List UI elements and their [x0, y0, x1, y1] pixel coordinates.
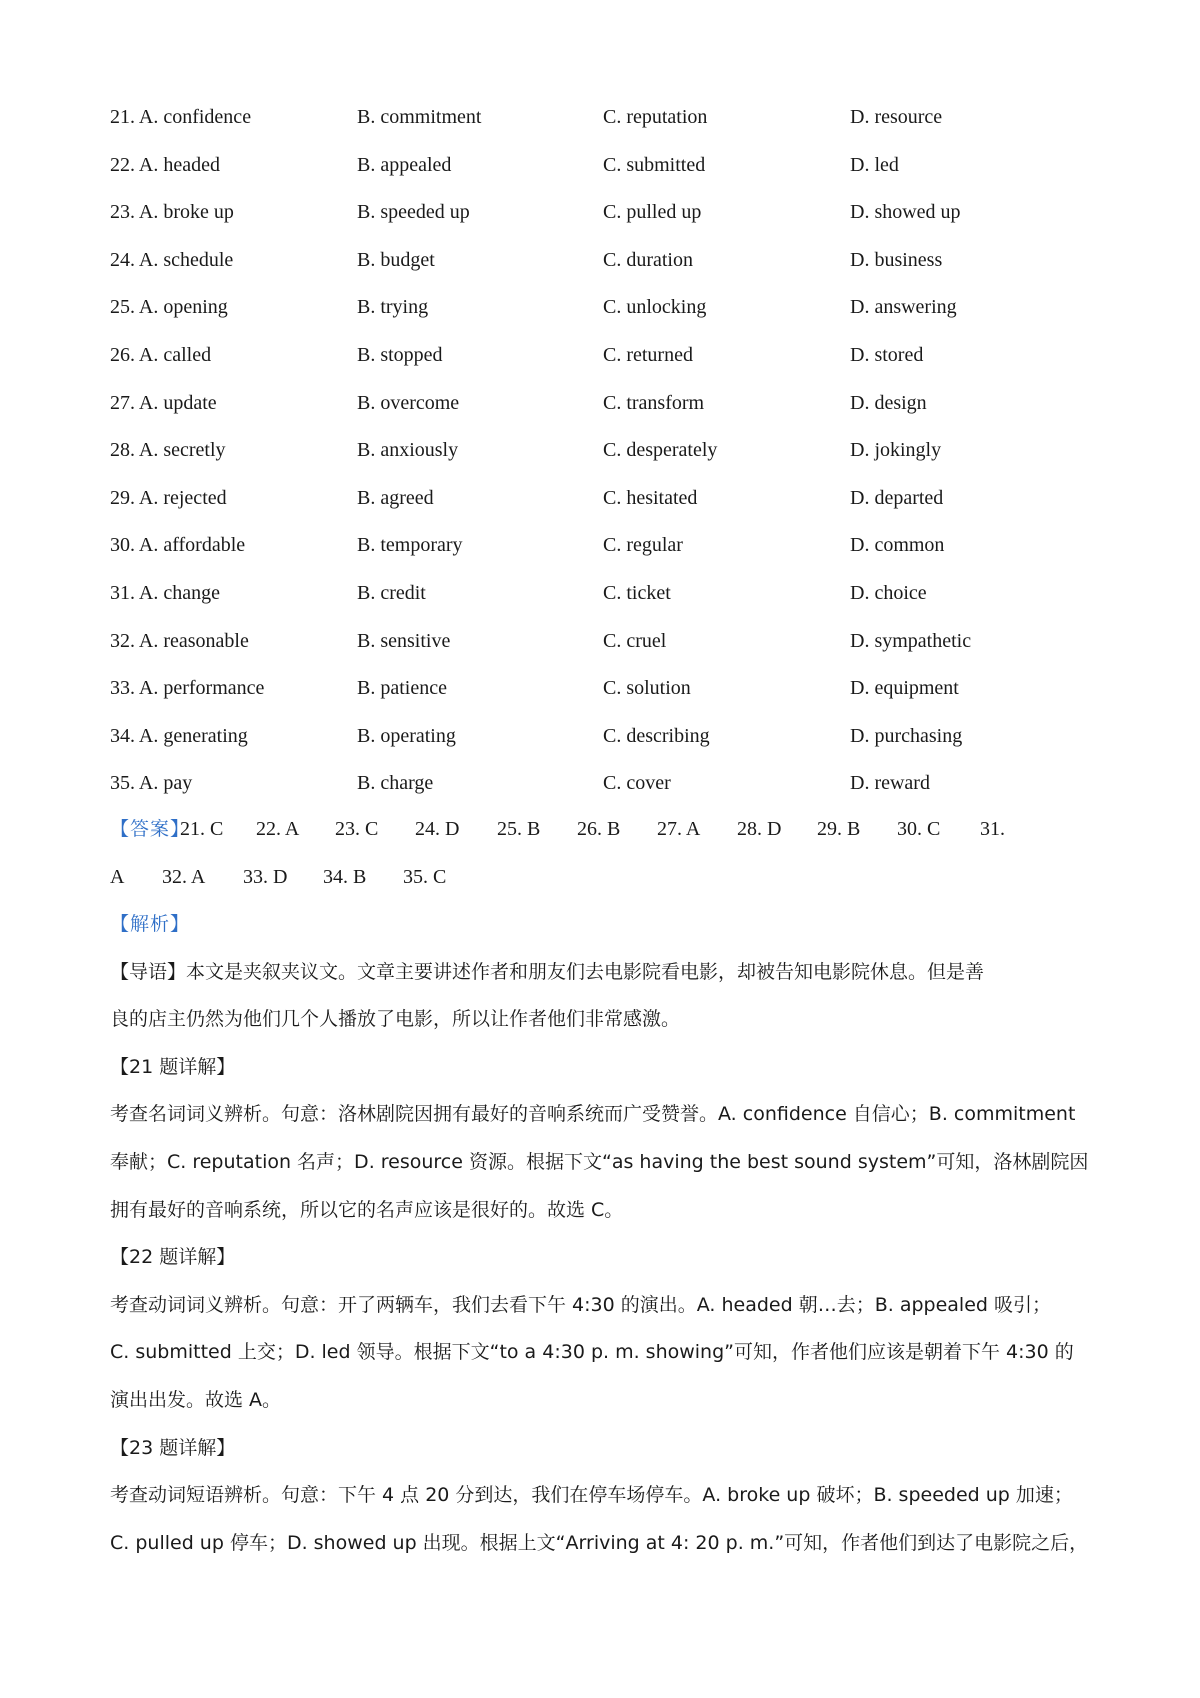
q23-line-2: C. pulled up 停车；D. showed up 出现。根据上文“Arriving at 4: 20 p. m.”可知，作者他们到达了电影院之后， [110, 1531, 1089, 1554]
answer-item: 32. A [162, 865, 206, 888]
option-a: 30. A. affordable [110, 534, 246, 557]
option-row [110, 189, 1110, 237]
answer-section [110, 806, 1100, 901]
option-b: B. charge [357, 772, 434, 795]
answer-item: 22. A [256, 818, 300, 840]
option-d: D. resource [850, 106, 943, 128]
option-row [110, 475, 1110, 523]
option-b: B. patience [357, 677, 447, 700]
answer-item: 27. A [657, 818, 701, 840]
option-b: B. speeded up [357, 201, 470, 224]
option-b: B. trying [357, 296, 429, 319]
option-b: B. operating [357, 724, 456, 747]
answer-item: A [110, 865, 125, 888]
option-row [110, 94, 1110, 142]
q21-line-1: 考查名词词义辨析。句意：洛林剧院因拥有最好的音响系统而广受赞誉。A. confidence 自信心；B. commitment [110, 1103, 1076, 1126]
answer-item: 31. [980, 818, 1005, 840]
option-d: D. departed [850, 486, 944, 509]
q21-heading: 【21 题详解】 [110, 1055, 236, 1078]
option-a: 35. A. pay [110, 772, 193, 795]
option-c: C. describing [603, 724, 710, 747]
option-d: D. jokingly [850, 439, 942, 462]
option-d: D. reward [850, 772, 930, 795]
answer-item: 21. C [180, 818, 224, 840]
q22-line-3: 演出出发。故选 A。 [110, 1388, 282, 1411]
option-a: 25. A. opening [110, 296, 228, 319]
answer-tag: 【答案】 [110, 818, 191, 840]
option-a: 24. A. schedule [110, 248, 234, 271]
option-c: C. cruel [603, 629, 667, 652]
option-d: D. showed up [850, 201, 961, 224]
option-a: 22. A. headed [110, 153, 220, 176]
option-row [110, 284, 1110, 332]
option-c: C. reputation [603, 106, 708, 128]
option-a: 34. A. generating [110, 724, 248, 747]
option-a: 31. A. change [110, 581, 220, 604]
answer-item: 30. C [897, 818, 941, 840]
option-d: D. sympathetic [850, 629, 972, 652]
answer-item: 24. D [415, 818, 460, 840]
option-d: D. equipment [850, 677, 959, 700]
option-c: C. hesitated [603, 486, 698, 509]
option-a: 21. A. confidence [110, 106, 252, 128]
option-a: 29. A. rejected [110, 486, 227, 509]
option-d: D. answering [850, 296, 957, 319]
option-c: C. regular [603, 534, 683, 557]
q22-line-2: C. submitted 上交；D. led 领导。根据下文“to a 4:30 p. m. showing”可知，作者他们应该是朝着下午 4:30 的 [110, 1341, 1074, 1364]
option-c: C. submitted [603, 153, 706, 176]
option-c: C. cover [603, 772, 671, 795]
option-c: C. returned [603, 343, 693, 366]
option-d: D. led [850, 153, 899, 176]
option-d: D. stored [850, 343, 924, 366]
option-b: B. commitment [357, 106, 482, 128]
answer-item: 35. C [403, 865, 447, 888]
option-b: B. temporary [357, 534, 463, 557]
option-b: B. budget [357, 248, 435, 271]
answer-item: 25. B [497, 818, 541, 840]
option-a: 28. A. secretly [110, 439, 226, 462]
option-row [110, 237, 1110, 285]
option-b: B. appealed [357, 153, 452, 176]
option-c: C. solution [603, 677, 691, 700]
analysis-section [110, 901, 1100, 1567]
option-c: C. duration [603, 248, 693, 271]
option-c: C. unlocking [603, 296, 707, 319]
option-row [110, 665, 1110, 713]
option-row [110, 570, 1110, 618]
option-a: 27. A. update [110, 391, 217, 414]
option-row [110, 427, 1110, 475]
option-b: B. agreed [357, 486, 434, 509]
option-b: B. sensitive [357, 629, 451, 652]
option-a: 26. A. called [110, 343, 212, 366]
option-d: D. common [850, 534, 945, 557]
option-b: B. overcome [357, 391, 460, 414]
option-d: D. business [850, 248, 943, 271]
answer-item: 34. B [323, 865, 367, 888]
option-d: D. choice [850, 581, 927, 604]
option-c: C. transform [603, 391, 705, 414]
option-c: C. desperately [603, 439, 718, 462]
option-b: B. credit [357, 581, 426, 604]
option-row [110, 522, 1110, 570]
answer-item: 33. D [243, 865, 288, 888]
answer-line-1 [110, 806, 1100, 854]
intro-line-1: 【导语】本文是夹叙夹议文。文章主要讲述作者和朋友们去电影院看电影，却被告知电影院休息。但是善 [110, 960, 985, 983]
q21-line-3: 拥有最好的音响系统，所以它的名声应该是很好的。故选 C。 [110, 1198, 624, 1221]
q23-line-1: 考查动词短语辨析。句意：下午 4 点 20 分到达，我们在停车场停车。A. broke up 破坏；B. speeded up 加速； [110, 1484, 1073, 1507]
option-a: 32. A. reasonable [110, 629, 249, 652]
option-c: C. ticket [603, 581, 671, 604]
option-a: 23. A. broke up [110, 201, 234, 224]
analysis-tag: 【解析】 [110, 913, 191, 935]
option-d: D. design [850, 391, 927, 414]
q23-heading: 【23 题详解】 [110, 1436, 236, 1459]
option-row [110, 618, 1110, 666]
answer-line-2 [110, 854, 1100, 902]
option-b: B. anxiously [357, 439, 459, 462]
q22-heading: 【22 题详解】 [110, 1246, 236, 1269]
option-b: B. stopped [357, 343, 443, 366]
option-row [110, 713, 1110, 761]
option-row [110, 332, 1110, 380]
answer-item: 26. B [577, 818, 621, 840]
option-row [110, 142, 1110, 190]
option-d: D. purchasing [850, 724, 963, 747]
intro-line-2: 良的店主仍然为他们几个人播放了电影，所以让作者他们非常感激。 [110, 1008, 681, 1031]
answer-item: 28. D [737, 818, 782, 840]
q22-line-1: 考查动词词义辨析。句意：开了两辆车，我们去看下午 4:30 的演出。A. headed 朝…去；B. appealed 吸引； [110, 1293, 1051, 1316]
options-table [110, 94, 1110, 808]
answer-item: 29. B [817, 818, 861, 840]
option-row [110, 760, 1110, 808]
q21-line-2: 奉献；C. reputation 名声；D. resource 资源。根据下文“as having the best sound system”可知，洛林剧院因 [110, 1150, 1089, 1173]
option-row [110, 380, 1110, 428]
answer-item: 23. C [335, 818, 379, 840]
option-a: 33. A. performance [110, 677, 265, 700]
option-c: C. pulled up [603, 201, 702, 224]
